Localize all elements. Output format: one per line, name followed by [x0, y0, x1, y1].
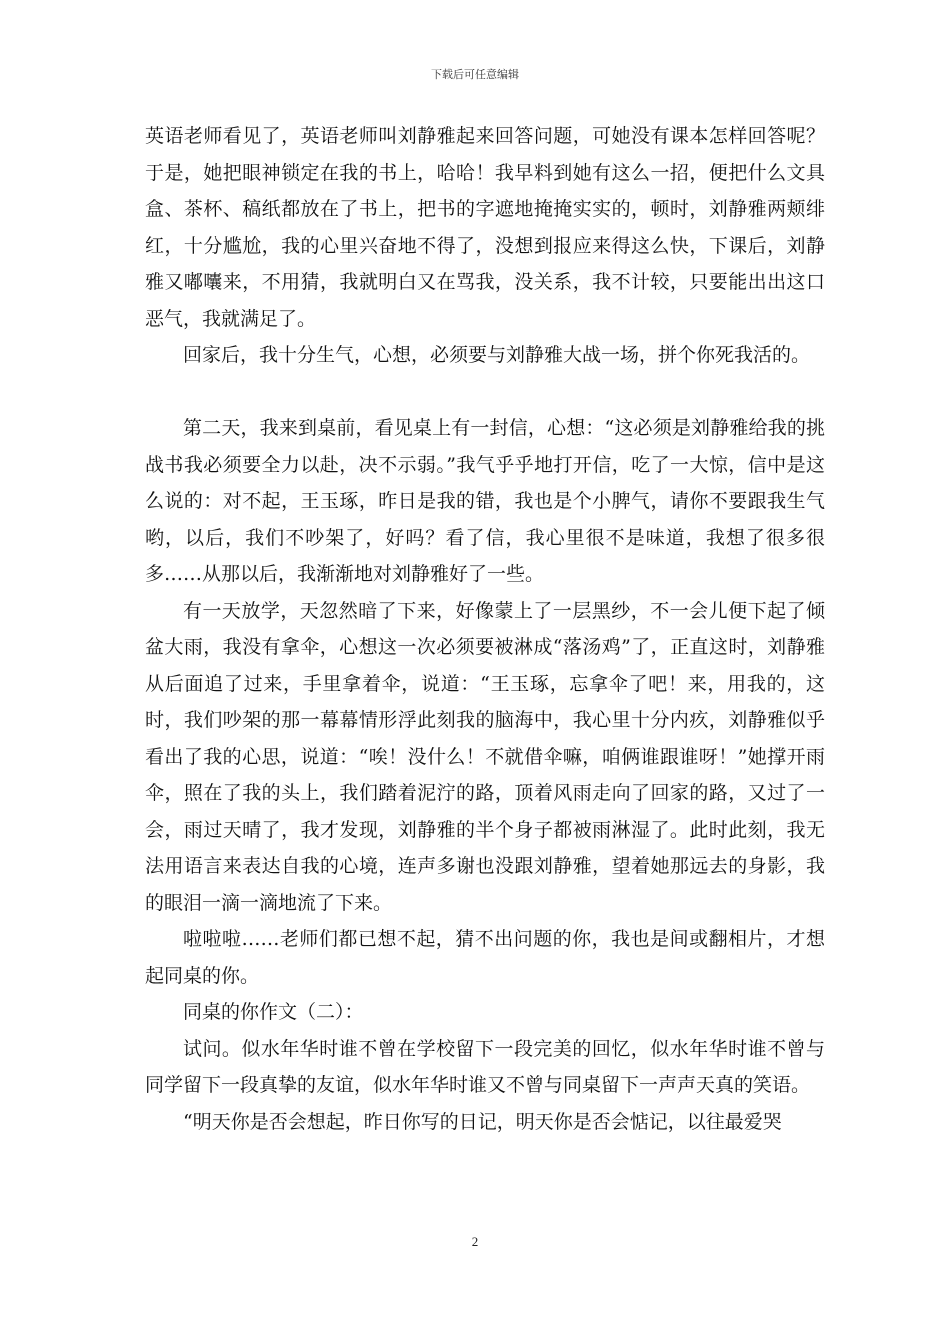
paragraph-4: 有一天放学，天忽然暗了下来，好像蒙上了一层黑纱，不一会儿便下起了倾盆大雨，我没有拿伞，心想这一次必须要被淋成“落汤鸡”了，正直这时，刘静雅从后面追了过来，手里拿着伞，说道：“王玉琢，忘拿伞了吧！来，用我的，这时，我们吵架的那一幕幕情形浮此刻我的脑海中，我心里十分内疚，刘静雅似乎看出了我的心思，说道：“唉！没什么！不就借伞嘛，咱俩谁跟谁呀！”她撑开雨伞，照在了我的头上，我们踏着泥泞的路，顶着风雨走向了回家的路，又过了一会，雨过天晴了，我才发现，刘静雅的半个身子都被雨淋湿了。此时此刻，我无法用语言来表达自我的心境，连声多谢也没跟刘静雅，望着她那远去的身影，我的眼泪一滴一滴地流了下来。	[145, 599, 825, 914]
page-number: 2	[471, 1234, 479, 1249]
paragraph-5: 啦啦啦……老师们都已想不起，猜不出问题的你，我也是间或翻相片，才想起同桌的你。	[145, 928, 825, 987]
paragraph-3: 第二天，我来到桌前，看见桌上有一封信，心想：“这必须是刘静雅给我的挑战书我必须要全力以赴，决不示弱。”我气乎乎地打开信，吃了一大惊，信中是这么说的：对不起，王玉琢，昨日是我的错，我也是个小脾气，请你不要跟我生气哟，以后，我们不吵架了，好吗？看了信，我心里很不是味道，我想了很多很多……从那以后，我渐渐地对刘静雅好了一些。	[145, 417, 825, 585]
page-header: 下载后可任意编辑	[431, 68, 519, 81]
paragraph-1: 英语老师看见了，英语老师叫刘静雅起来回答问题，可她没有课本怎样回答呢？于是，她把眼神锁定在我的书上，哈哈！我早料到她有这么一招，便把什么文具盒、茶杯、稿纸都放在了书上，把书的字遮地掩掩实实的，顿时，刘静雅两颊绯红，十分尴尬，我的心里兴奋地不得了，没想到报应来得这么快，下课后，刘静雅又嘟囔来，不用猜，我就明白又在骂我，没关系，我不计较，只要能出出这口恶气，我就满足了。	[145, 125, 825, 330]
paragraph-7: “明天你是否会想起，昨日你写的日记，明天你是否会惦记，以往最爱哭	[183, 1110, 782, 1133]
document-body	[145, 118, 825, 1140]
paragraph-2: 回家后，我十分生气，心想，必须要与刘静雅大战一场，拼个你死我活的。	[183, 344, 811, 366]
paragraph-6: 试问。似水年华时谁不曾在学校留下一段完美的回忆，似水年华时谁不曾与同学留下一段真挚的友谊，似水年华时谁又不曾与同桌留下一声声天真的笑语。	[145, 1037, 825, 1096]
section-heading: 同桌的你作文（二）：	[183, 1001, 364, 1023]
paragraph-gap	[145, 374, 825, 411]
